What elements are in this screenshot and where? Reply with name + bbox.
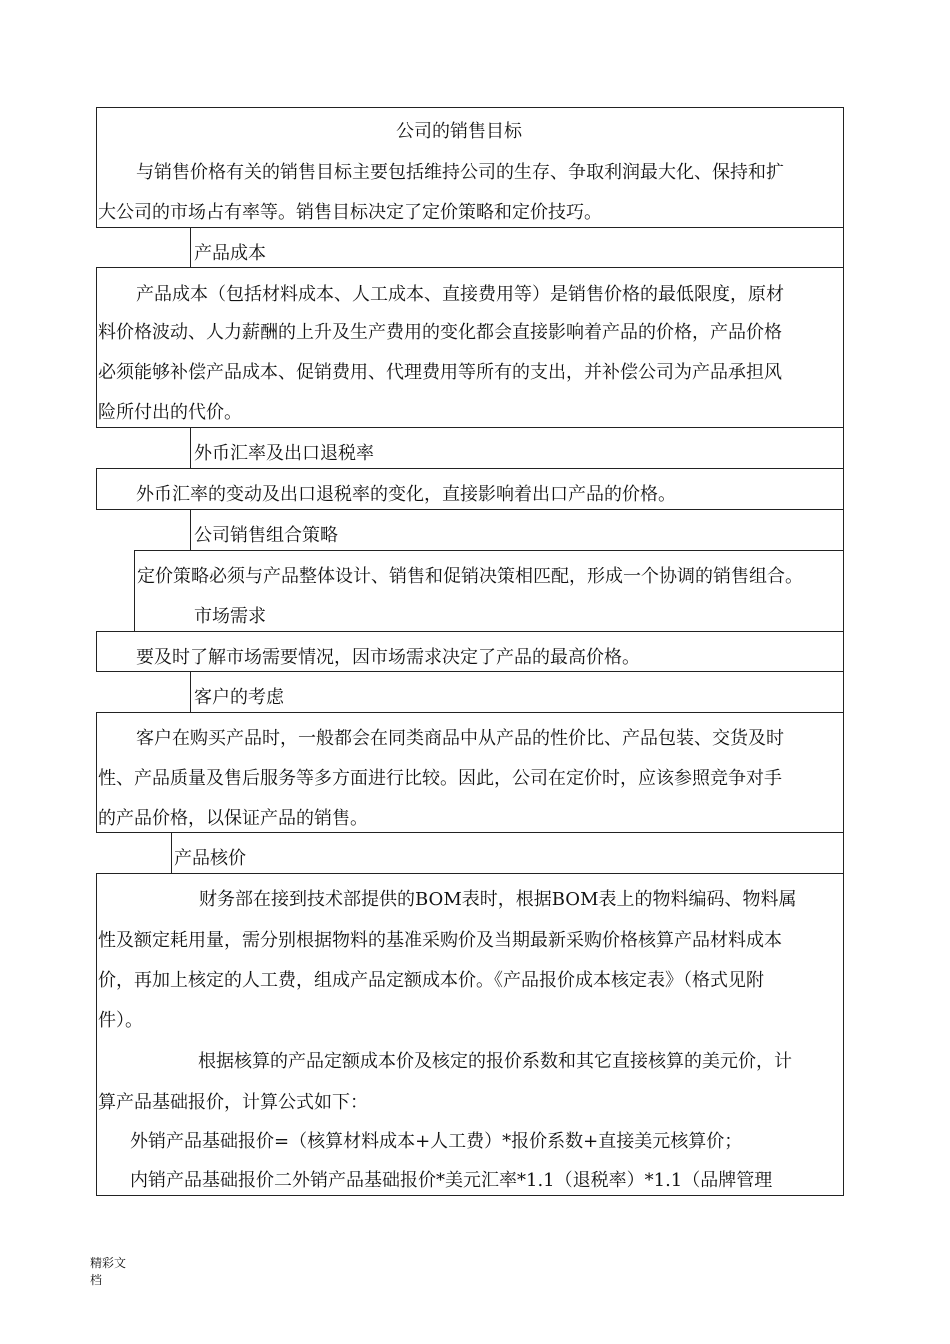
paragraph-line: 与销售价格有关的销售目标主要包括维持公司的生存、争取利润最大化、保持和扩 bbox=[136, 162, 784, 183]
paragraph-line: 性及额定耗用量，需分别根据物料的基准采购价及当期最新采购价格核算产品材料成本 bbox=[98, 930, 782, 951]
cell-border-left bbox=[96, 267, 97, 428]
page-footer bbox=[90, 1255, 126, 1289]
row-divider bbox=[190, 671, 191, 713]
cell-border-left bbox=[96, 873, 97, 1196]
table-border-left bbox=[96, 107, 97, 227]
paragraph-line: 大公司的市场占有率等。销售目标决定了定价策略和定价技巧。 bbox=[98, 202, 602, 223]
row-divider bbox=[96, 873, 844, 874]
row-divider bbox=[190, 427, 191, 469]
paragraph-line: 定价策略必须与产品整体设计、销售和促销决策相匹配，形成一个协调的销售组合。 bbox=[137, 566, 803, 587]
row-divider bbox=[171, 832, 172, 874]
footer-line: 档 bbox=[90, 1273, 103, 1287]
paragraph-line: 必须能够补偿产品成本、促销费用、代理费用等所有的支出，并补偿公司为产品承担风 bbox=[98, 362, 782, 383]
row-divider bbox=[96, 427, 844, 428]
row-divider bbox=[96, 468, 844, 469]
cell-border-left bbox=[96, 468, 97, 509]
row-divider bbox=[96, 631, 844, 632]
row-divider bbox=[96, 227, 844, 228]
row-divider bbox=[190, 509, 191, 550]
paragraph-line: 根据核算的产品定额成本价及核定的报价系数和其它直接核算的美元价，计 bbox=[198, 1051, 792, 1072]
paragraph-line: 产品成本（包括材料成本、人工成本、直接费用等）是销售价格的最低限度，原材 bbox=[136, 284, 784, 305]
section-heading: 市场需求 bbox=[194, 606, 266, 627]
section-heading: 客户的考虑 bbox=[194, 687, 284, 708]
section-heading: 产品成本 bbox=[194, 243, 266, 264]
cell-border-left bbox=[96, 631, 97, 672]
paragraph-line: 算产品基础报价，计算公式如下： bbox=[98, 1092, 368, 1113]
section-heading: 外币汇率及出口退税率 bbox=[194, 443, 374, 464]
formula-line: 内销产品基础报价二外销产品基础报价*美元汇率*1.1（退税率）*1.1（品牌管理 bbox=[130, 1170, 773, 1191]
paragraph-line: 外币汇率的变动及出口退税率的变化，直接影响着出口产品的价格。 bbox=[136, 484, 676, 505]
section-title: 公司的销售目标 bbox=[396, 121, 522, 142]
cell-border-left bbox=[96, 712, 97, 833]
table-border-right bbox=[843, 107, 844, 1196]
paragraph-line: 性、产品质量及售后服务等多方面进行比较。因此，公司在定价时，应该参照竞争对手 bbox=[98, 768, 782, 789]
paragraph-line: 价，再加上核定的人工费，组成产品定额成本价。《产品报价成本核定表》（格式见附 bbox=[98, 970, 764, 991]
formula-line: 外销产品基础报价=（核算材料成本+人工费）*报价系数+直接美元核算价； bbox=[130, 1131, 743, 1152]
row-divider bbox=[96, 509, 844, 510]
paragraph-line: 的产品价格，以保证产品的销售。 bbox=[98, 808, 368, 829]
section-heading: 产品核价 bbox=[174, 848, 246, 869]
paragraph-line: 要及时了解市场需要情况，因市场需求决定了产品的最高价格。 bbox=[136, 647, 640, 668]
paragraph-line: 件）。 bbox=[98, 1010, 143, 1031]
row-divider bbox=[190, 227, 191, 267]
row-divider bbox=[134, 550, 844, 551]
paragraph-line: 财务部在接到技术部提供的BOM表时，根据BOM表上的物料编码、物料属 bbox=[199, 889, 797, 910]
cell-border-left bbox=[134, 550, 135, 631]
footer-line: 精彩文 bbox=[90, 1256, 127, 1270]
paragraph-line: 客户在购买产品时，一般都会在同类商品中从产品的性价比、产品包装、交货及时 bbox=[136, 728, 784, 749]
row-divider bbox=[96, 832, 844, 833]
table-border-bottom bbox=[96, 1195, 844, 1196]
paragraph-line: 料价格波动、人力薪酬的上升及生产费用的变化都会直接影响着产品的价格，产品价格 bbox=[98, 322, 782, 343]
section-heading: 公司销售组合策略 bbox=[194, 525, 338, 546]
row-divider bbox=[96, 671, 844, 672]
table-border-top bbox=[96, 107, 844, 108]
paragraph-line: 险所付出的代价。 bbox=[98, 402, 242, 423]
row-divider bbox=[96, 712, 844, 713]
row-divider bbox=[96, 267, 844, 268]
